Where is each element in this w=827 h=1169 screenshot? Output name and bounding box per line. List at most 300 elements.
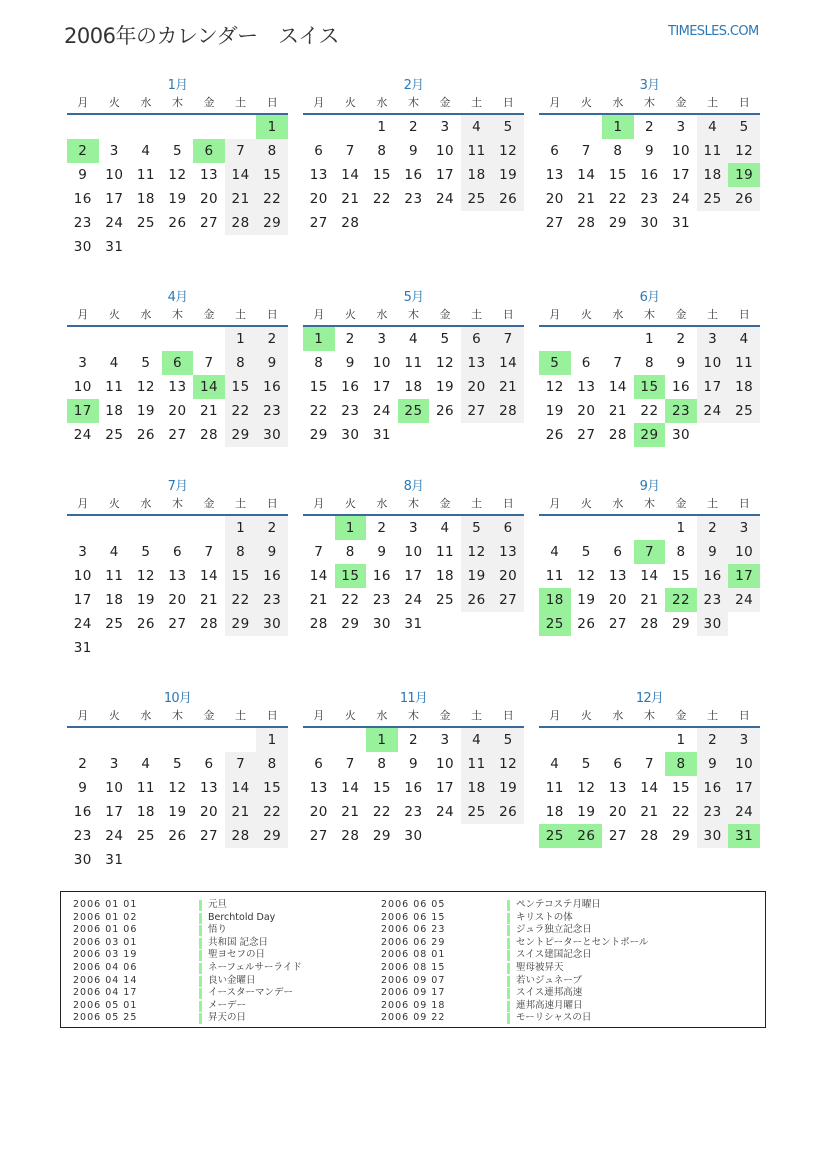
day-cell: 27 <box>545 215 564 231</box>
weekday-label: 土 <box>235 96 247 109</box>
day-cell: 20 <box>168 403 187 419</box>
weekday-label: 金 <box>675 96 687 109</box>
holiday-day-cell: 5 <box>539 351 571 375</box>
day-cell: 30 <box>697 824 729 848</box>
weekday-label: 金 <box>439 96 451 109</box>
day-cell: 1 <box>225 327 257 351</box>
holiday-marker <box>199 938 202 949</box>
weekday-label: 水 <box>612 497 624 510</box>
day-cell: 13 <box>545 167 564 183</box>
day-cell: 8 <box>377 143 387 159</box>
day-cell: 30 <box>256 423 288 447</box>
holiday-date: 2006 04 17 <box>73 987 138 999</box>
day-cell: 20 <box>199 191 219 207</box>
day-cell: 22 <box>309 403 328 419</box>
day-cell: 3 <box>697 327 729 351</box>
day-cell: 28 <box>309 616 328 632</box>
day-cell: 5 <box>492 728 524 752</box>
day-cell: 16 <box>697 564 729 588</box>
day-cell: 16 <box>640 167 659 183</box>
month-name: 6月 <box>639 290 660 305</box>
day-cell: 14 <box>225 163 257 187</box>
holiday-marker <box>507 900 510 911</box>
day-cell: 6 <box>613 756 623 772</box>
day-cell: 24 <box>372 403 391 419</box>
day-cell: 17 <box>105 804 124 820</box>
weekday-label: 火 <box>580 96 592 109</box>
day-cell: 20 <box>309 804 328 820</box>
day-cell: 17 <box>435 780 455 796</box>
weekday-label: 日 <box>738 308 750 321</box>
day-cell: 25 <box>728 399 760 423</box>
day-cell: 18 <box>545 804 564 820</box>
day-cell: 10 <box>671 143 691 159</box>
holiday-list <box>60 891 766 1028</box>
day-cell: 18 <box>728 375 760 399</box>
holiday-date: 2006 06 15 <box>381 911 446 923</box>
day-cell: 8 <box>225 351 257 375</box>
day-cell: 10 <box>697 351 729 375</box>
day-cell: 12 <box>136 379 155 395</box>
day-cell: 24 <box>435 191 455 207</box>
weekday-label: 月 <box>313 308 325 321</box>
day-cell: 29 <box>256 211 288 235</box>
day-cell: 29 <box>225 612 257 636</box>
day-cell: 25 <box>461 800 493 824</box>
weekday-label: 日 <box>738 497 750 510</box>
day-cell: 23 <box>256 588 288 612</box>
holiday-date: 2006 08 15 <box>381 961 446 973</box>
day-cell: 13 <box>608 568 627 584</box>
day-cell: 11 <box>136 780 155 796</box>
weekday-label: 月 <box>549 96 561 109</box>
day-cell: 26 <box>577 616 596 632</box>
day-cell: 23 <box>341 403 360 419</box>
weekday-label: 月 <box>77 497 89 510</box>
day-cell: 4 <box>550 544 560 560</box>
day-cell: 20 <box>199 804 219 820</box>
day-cell: 26 <box>136 616 155 632</box>
day-cell: 20 <box>461 375 493 399</box>
day-cell: 6 <box>314 143 324 159</box>
holiday-name: ネーフェルサーライド <box>208 961 302 973</box>
day-cell: 28 <box>492 399 524 423</box>
day-cell: 21 <box>225 187 257 211</box>
day-cell: 19 <box>545 403 564 419</box>
weekday-label: 月 <box>549 709 561 722</box>
day-cell: 21 <box>199 403 219 419</box>
day-cell: 5 <box>581 544 591 560</box>
day-cell: 30 <box>256 612 288 636</box>
holiday-name: 昇天の日 <box>208 1012 247 1024</box>
weekday-header <box>539 306 760 324</box>
day-cell: 29 <box>671 828 691 844</box>
day-cell: 9 <box>408 143 419 159</box>
day-cell: 28 <box>640 616 659 632</box>
holiday-day-cell: 1 <box>335 516 367 540</box>
day-cell: 10 <box>404 544 423 560</box>
day-cell: 22 <box>256 187 288 211</box>
day-cell: 18 <box>136 191 155 207</box>
day-cell: 5 <box>141 544 151 560</box>
day-cell: 11 <box>697 139 729 163</box>
day-cell: 12 <box>577 568 596 584</box>
day-cell: 14 <box>640 568 659 584</box>
day-cell: 19 <box>168 804 187 820</box>
weekday-label: 金 <box>675 497 687 510</box>
day-cell: 25 <box>136 215 155 231</box>
day-cell: 2 <box>256 516 288 540</box>
day-cell: 3 <box>728 516 760 540</box>
day-cell: 1 <box>644 331 655 347</box>
day-cell: 21 <box>341 191 360 207</box>
day-cell: 28 <box>199 427 219 443</box>
month-name: 11月 <box>399 691 428 706</box>
day-cell: 18 <box>404 379 423 395</box>
day-cell: 22 <box>671 804 691 820</box>
day-cell: 12 <box>435 355 455 371</box>
weekday-label: 土 <box>235 497 247 510</box>
weekday-label: 土 <box>707 497 719 510</box>
holiday-day-cell: 23 <box>665 399 697 423</box>
day-cell: 23 <box>697 800 729 824</box>
weekday-header <box>67 306 288 324</box>
holiday-marker <box>507 938 510 949</box>
day-cell: 12 <box>545 379 564 395</box>
day-cell: 28 <box>608 427 627 443</box>
day-cell: 17 <box>105 191 124 207</box>
weekday-label: 土 <box>235 709 247 722</box>
site-logo[interactable]: TIMESLES.COM <box>668 24 759 39</box>
weekday-header <box>67 94 288 112</box>
day-cell: 23 <box>73 215 92 231</box>
day-cell: 3 <box>78 544 88 560</box>
weekday-label: 木 <box>171 96 183 109</box>
day-cell: 30 <box>372 616 391 632</box>
day-cell: 24 <box>105 215 124 231</box>
weekday-label: 月 <box>313 497 325 510</box>
day-cell: 9 <box>256 540 288 564</box>
day-cell: 27 <box>199 215 219 231</box>
day-cell: 24 <box>73 616 92 632</box>
day-cell: 9 <box>78 167 88 183</box>
holiday-marker <box>199 976 202 987</box>
day-cell: 21 <box>225 800 257 824</box>
day-cell: 22 <box>341 592 360 608</box>
day-cell: 15 <box>608 167 627 183</box>
day-cell: 22 <box>225 399 257 423</box>
holiday-name: 聖ヨセフの日 <box>208 949 266 961</box>
day-cell: 16 <box>256 564 288 588</box>
day-cell: 26 <box>492 800 524 824</box>
holiday-day-cell: 17 <box>67 399 99 423</box>
month-name: 2月 <box>403 78 424 93</box>
weekday-label: 水 <box>612 709 624 722</box>
day-cell: 22 <box>225 588 257 612</box>
day-cell: 4 <box>109 355 119 371</box>
day-cell: 11 <box>545 568 564 584</box>
day-cell: 30 <box>640 215 659 231</box>
day-cell: 27 <box>608 616 627 632</box>
weekday-label: 金 <box>439 308 451 321</box>
day-cell: 23 <box>640 191 659 207</box>
weekday-label: 火 <box>344 96 356 109</box>
day-cell: 10 <box>435 143 455 159</box>
weekday-label: 土 <box>707 96 719 109</box>
holiday-day-cell: 1 <box>303 327 335 351</box>
day-cell: 9 <box>676 355 686 371</box>
weekday-label: 水 <box>140 497 152 510</box>
day-cell: 12 <box>492 139 524 163</box>
weekday-label: 土 <box>707 709 719 722</box>
day-cell: 2 <box>644 119 655 135</box>
holiday-date: 2006 09 22 <box>381 1012 446 1024</box>
day-cell: 27 <box>461 399 493 423</box>
holiday-name: Berchtold Day <box>208 911 276 923</box>
weekday-label: 水 <box>376 308 388 321</box>
weekday-header <box>67 495 288 513</box>
holiday-day-cell: 1 <box>366 728 398 752</box>
holiday-day-cell: 29 <box>634 423 666 447</box>
day-cell: 2 <box>408 119 419 135</box>
holiday-name: ジュラ独立記念日 <box>516 924 592 936</box>
holiday-name: 良い金曜日 <box>208 974 256 986</box>
day-cell: 15 <box>225 375 257 399</box>
day-cell: 12 <box>136 568 155 584</box>
weekday-label: 火 <box>108 308 120 321</box>
day-cell: 29 <box>309 427 328 443</box>
day-cell: 29 <box>256 824 288 848</box>
day-cell: 14 <box>640 780 659 796</box>
day-cell: 2 <box>377 520 387 536</box>
day-cell: 18 <box>461 776 493 800</box>
weekday-label: 金 <box>203 308 215 321</box>
holiday-name: 共和国 記念日 <box>208 936 269 948</box>
day-cell: 30 <box>73 239 92 255</box>
month-name: 12月 <box>635 691 664 706</box>
day-cell: 24 <box>728 588 760 612</box>
day-cell: 16 <box>697 776 729 800</box>
holiday-day-cell: 15 <box>335 564 367 588</box>
weekday-label: 木 <box>407 308 419 321</box>
holiday-marker <box>507 1013 510 1024</box>
day-cell: 20 <box>492 564 524 588</box>
month-name: 3月 <box>639 78 660 93</box>
day-cell: 14 <box>309 568 328 584</box>
day-cell: 3 <box>377 331 387 347</box>
day-cell: 25 <box>105 427 124 443</box>
day-cell: 3 <box>408 520 419 536</box>
day-cell: 6 <box>492 516 524 540</box>
holiday-name: スイス連邦高速 <box>516 987 583 999</box>
day-cell: 5 <box>141 355 151 371</box>
day-cell: 30 <box>73 852 92 868</box>
day-cell: 21 <box>640 592 659 608</box>
day-cell: 20 <box>309 191 328 207</box>
day-cell: 21 <box>577 191 596 207</box>
weekday-label: 日 <box>738 96 750 109</box>
day-cell: 6 <box>581 355 591 371</box>
weekday-label: 火 <box>108 709 120 722</box>
day-cell: 18 <box>461 163 493 187</box>
holiday-day-cell: 17 <box>728 564 760 588</box>
day-cell: 10 <box>435 756 455 772</box>
day-cell: 4 <box>408 331 419 347</box>
day-cell: 22 <box>372 191 391 207</box>
day-cell: 12 <box>577 780 596 796</box>
day-cell: 30 <box>671 427 691 443</box>
weekday-label: 土 <box>235 308 247 321</box>
day-cell: 28 <box>577 215 596 231</box>
day-cell: 28 <box>199 616 219 632</box>
weekday-label: 木 <box>643 497 655 510</box>
day-cell: 4 <box>461 115 493 139</box>
weekday-label: 水 <box>376 497 388 510</box>
holiday-date: 2006 08 01 <box>381 949 446 961</box>
day-cell: 10 <box>73 379 92 395</box>
holiday-day-cell: 6 <box>162 351 194 375</box>
day-cell: 8 <box>377 756 387 772</box>
holiday-name: イースターマンデー <box>208 987 294 999</box>
day-cell: 19 <box>435 379 455 395</box>
day-cell: 4 <box>109 544 119 560</box>
day-cell: 25 <box>435 592 455 608</box>
weekday-header <box>303 94 524 112</box>
weekday-label: 日 <box>502 709 514 722</box>
day-cell: 25 <box>136 828 155 844</box>
holiday-date: 2006 09 17 <box>381 987 446 999</box>
day-cell: 2 <box>345 331 355 347</box>
weekday-label: 火 <box>108 497 120 510</box>
day-cell: 11 <box>105 568 124 584</box>
holiday-day-cell: 25 <box>539 824 571 848</box>
day-cell: 4 <box>141 143 151 159</box>
holiday-date: 2006 06 23 <box>381 924 446 936</box>
day-cell: 15 <box>671 568 691 584</box>
day-cell: 16 <box>404 780 423 796</box>
holiday-date: 2006 04 14 <box>73 974 138 986</box>
day-cell: 3 <box>728 728 760 752</box>
holiday-day-cell: 26 <box>571 824 603 848</box>
holiday-day-cell: 1 <box>602 115 634 139</box>
weekday-label: 金 <box>203 709 215 722</box>
day-cell: 26 <box>435 403 455 419</box>
day-cell: 1 <box>225 516 257 540</box>
month-name: 7月 <box>167 479 188 494</box>
weekday-label: 金 <box>203 96 215 109</box>
day-cell: 8 <box>314 355 324 371</box>
weekday-label: 金 <box>675 308 687 321</box>
holiday-date: 2006 03 01 <box>73 936 138 948</box>
day-cell: 17 <box>404 568 423 584</box>
weekday-label: 金 <box>439 497 451 510</box>
holiday-marker <box>507 963 510 974</box>
day-cell: 17 <box>372 379 391 395</box>
weekday-header <box>303 306 524 324</box>
weekday-header <box>303 495 524 513</box>
day-cell: 24 <box>73 427 92 443</box>
day-cell: 11 <box>728 351 760 375</box>
day-cell: 16 <box>73 191 92 207</box>
weekday-header <box>539 707 760 725</box>
day-cell: 28 <box>341 828 360 844</box>
weekday-label: 火 <box>580 709 592 722</box>
day-cell: 7 <box>345 756 355 772</box>
day-cell: 13 <box>577 379 596 395</box>
weekday-header <box>539 94 760 112</box>
header-rule <box>67 726 288 728</box>
day-cell: 10 <box>105 167 124 183</box>
day-cell: 3 <box>440 732 450 748</box>
weekday-label: 日 <box>502 497 514 510</box>
weekday-label: 金 <box>675 709 687 722</box>
weekday-header <box>303 707 524 725</box>
day-cell: 29 <box>372 828 391 844</box>
day-cell: 2 <box>697 516 729 540</box>
holiday-marker <box>507 950 510 961</box>
month-name: 1月 <box>167 78 188 93</box>
day-cell: 19 <box>461 564 493 588</box>
weekday-label: 火 <box>344 308 356 321</box>
day-cell: 11 <box>105 379 124 395</box>
weekday-label: 水 <box>140 709 152 722</box>
holiday-marker <box>199 988 202 999</box>
day-cell: 22 <box>256 800 288 824</box>
day-cell: 17 <box>728 776 760 800</box>
day-cell: 8 <box>613 143 623 159</box>
day-cell: 12 <box>168 780 187 796</box>
day-cell: 7 <box>644 756 655 772</box>
day-cell: 13 <box>168 568 187 584</box>
day-cell: 5 <box>440 331 450 347</box>
holiday-date: 2006 03 19 <box>73 949 138 961</box>
weekday-label: 日 <box>266 308 278 321</box>
day-cell: 3 <box>440 119 450 135</box>
month-name: 9月 <box>639 479 660 494</box>
holiday-day-cell: 1 <box>256 115 288 139</box>
holiday-date: 2006 06 29 <box>381 936 446 948</box>
day-cell: 27 <box>492 588 524 612</box>
day-cell: 2 <box>697 728 729 752</box>
day-cell: 2 <box>78 756 88 772</box>
holiday-day-cell: 7 <box>634 540 666 564</box>
weekday-label: 木 <box>643 709 655 722</box>
weekday-label: 水 <box>612 308 624 321</box>
day-cell: 4 <box>461 728 493 752</box>
day-cell: 9 <box>78 780 88 796</box>
weekday-label: 日 <box>502 308 514 321</box>
day-cell: 3 <box>676 119 686 135</box>
weekday-label: 土 <box>471 308 483 321</box>
holiday-date: 2006 01 02 <box>73 911 138 923</box>
day-cell: 18 <box>105 592 124 608</box>
day-cell: 29 <box>225 423 257 447</box>
holiday-day-cell: 25 <box>398 399 430 423</box>
holiday-day-cell: 2 <box>67 139 99 163</box>
day-cell: 28 <box>640 828 659 844</box>
day-cell: 26 <box>492 187 524 211</box>
weekday-label: 火 <box>344 497 356 510</box>
day-cell: 11 <box>545 780 564 796</box>
day-cell: 15 <box>225 564 257 588</box>
day-cell: 5 <box>728 115 760 139</box>
weekday-label: 水 <box>140 308 152 321</box>
day-cell: 20 <box>545 191 564 207</box>
day-cell: 22 <box>608 191 627 207</box>
day-cell: 22 <box>640 403 659 419</box>
day-cell: 19 <box>577 804 596 820</box>
day-cell: 31 <box>404 616 423 632</box>
